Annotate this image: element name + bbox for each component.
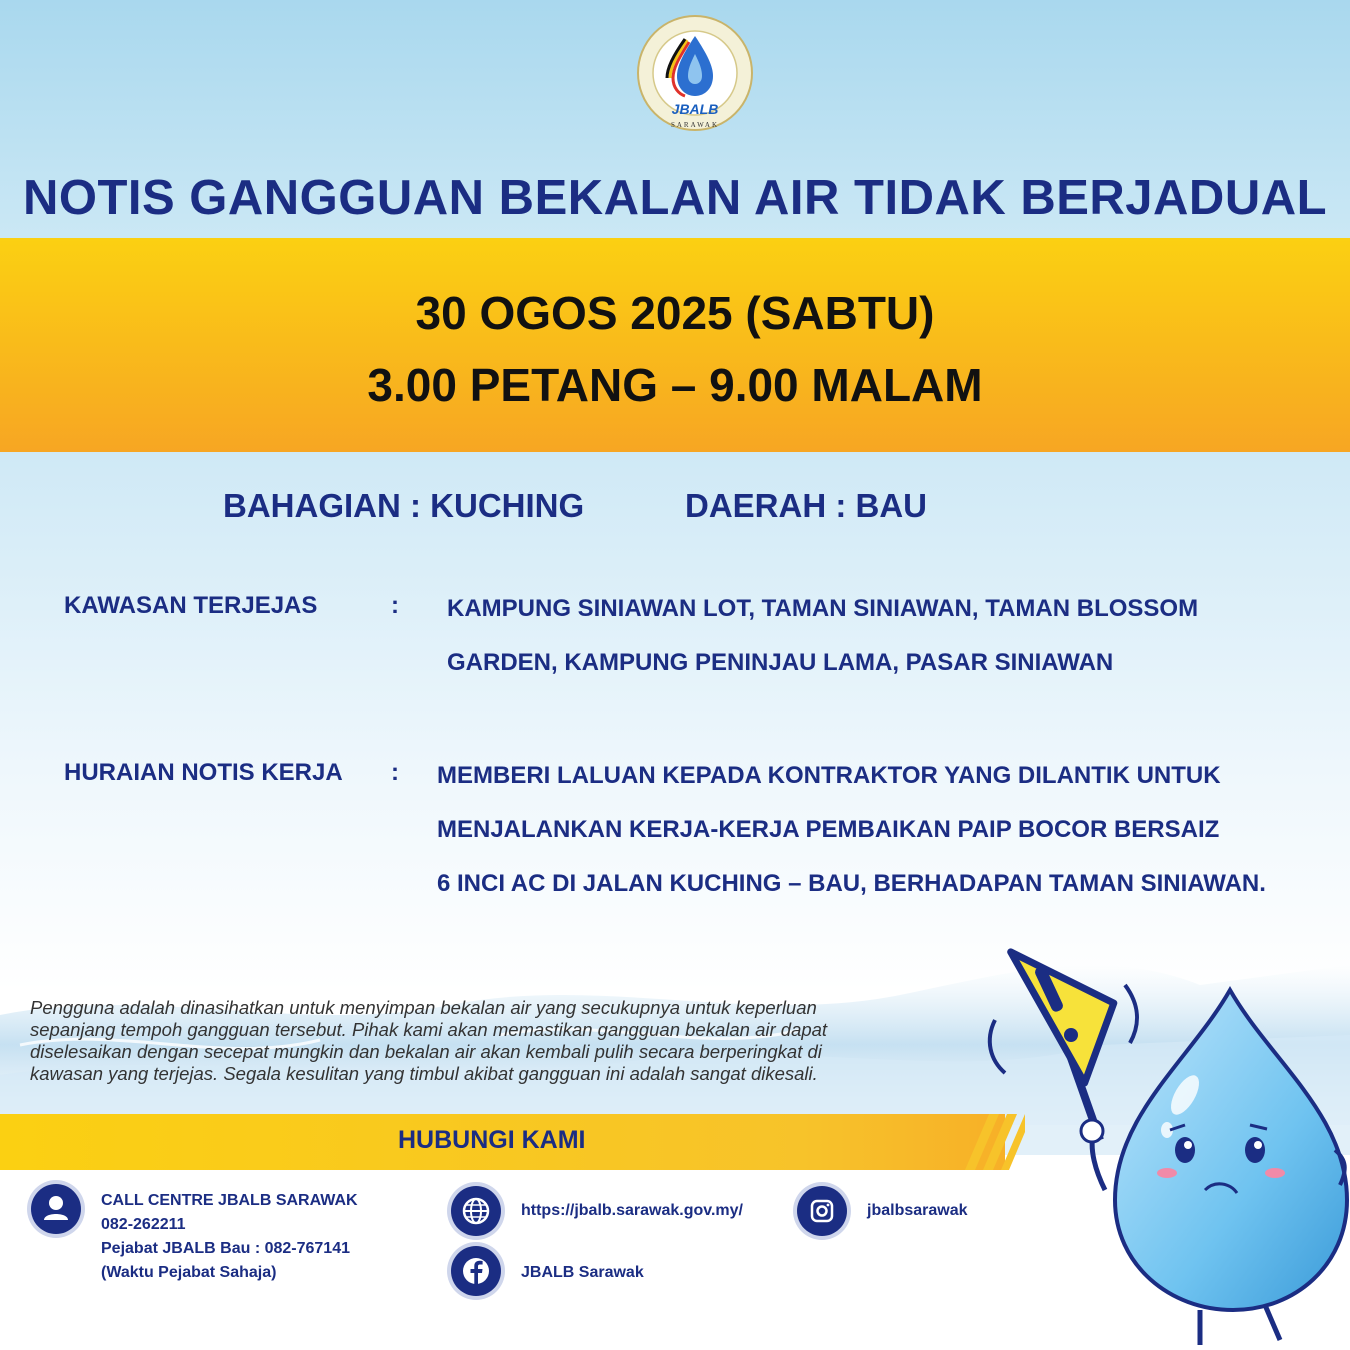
description-line: MENJALANKAN KERJA-KERJA PEMBAIKAN PAIP BOCOR BERSAIZ <box>437 816 1220 843</box>
office-hours-note: (Waktu Pejabat Sahaja) <box>101 1264 277 1281</box>
separator: : <box>391 759 399 786</box>
schedule-time: 3.00 PETANG – 9.00 MALAM <box>367 359 983 411</box>
advice-line: sepanjang tempoh gangguan tersebut. Pihak kami akan memastikan gangguan bekalan air dapat <box>30 1019 828 1040</box>
contact-heading: HUBUNGI KAMI <box>398 1126 586 1154</box>
advice-line: kawasan yang terjejas. Segala kesulitan yang timbul akibat gangguan ini adalah sangat dikesali. <box>30 1063 818 1084</box>
instagram-link[interactable]: jbalbsarawak <box>867 1202 968 1219</box>
jbalb-logo <box>633 14 757 132</box>
work-description-text <box>437 749 1266 911</box>
facebook-icon <box>451 1246 501 1296</box>
affected-line: GARDEN, KAMPUNG PENINJAU LAMA, PASAR SINIAWAN <box>447 649 1114 676</box>
globe-icon <box>451 1186 501 1236</box>
division-label: BAHAGIAN : KUCHING <box>223 487 585 524</box>
separator: : <box>391 592 399 619</box>
advice-paragraph <box>30 997 960 1085</box>
logo-abbr: JBALB <box>671 101 719 117</box>
logo-state: SARAWAK <box>670 121 720 129</box>
water-drop-mascot <box>975 925 1350 1350</box>
district-label: DAERAH : BAU <box>685 487 927 524</box>
call-centre-phone[interactable]: 082-262211 <box>101 1216 186 1233</box>
advice-line: diselesaikan dengan secepat mungkin dan bekalan air akan kembali pulih secara berperingkat di <box>30 1041 822 1062</box>
description-line: 6 INCI AC DI JALAN KUCHING – BAU, BERHADAPAN TAMAN SINIAWAN. <box>437 870 1266 897</box>
affected-line: KAMPUNG SINIAWAN LOT, TAMAN SINIAWAN, TAMAN BLOSSOM <box>447 595 1199 622</box>
work-description-label: HURAIAN NOTIS KERJA <box>64 759 343 786</box>
advice-line: Pengguna adalah dinasihatkan untuk menyimpan bekalan air yang secukupnya untuk keperluan <box>30 997 817 1018</box>
website-link[interactable]: https://jbalb.sarawak.gov.my/ <box>521 1202 743 1219</box>
notice-title: NOTIS GANGGUAN BEKALAN AIR TIDAK BERJADUAL <box>22 171 1328 225</box>
instagram-icon <box>797 1186 847 1236</box>
schedule-band <box>0 238 1350 452</box>
description-line: MEMBERI LALUAN KEPADA KONTRAKTOR YANG DILANTIK UNTUK <box>437 762 1221 789</box>
affected-area-label: KAWASAN TERJEJAS <box>64 592 318 619</box>
schedule-date: 30 OGOS 2025 (SABTU) <box>415 287 935 339</box>
call-centre-name: CALL CENTRE JBALB SARAWAK <box>101 1192 358 1209</box>
office-phone[interactable]: Pejabat JBALB Bau : 082-767141 <box>101 1240 350 1257</box>
affected-area-list <box>447 582 1198 690</box>
person-icon <box>31 1184 81 1234</box>
warning-icon <box>1011 939 1125 1091</box>
call-centre-info <box>101 1189 358 1285</box>
facebook-link[interactable]: JBALB Sarawak <box>521 1264 644 1281</box>
